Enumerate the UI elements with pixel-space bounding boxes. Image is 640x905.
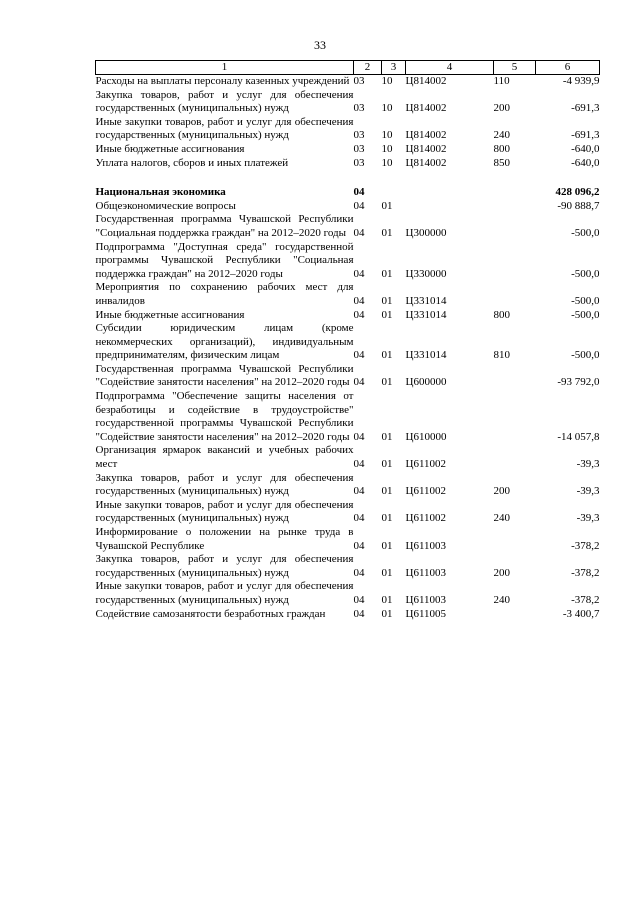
row-target-article: Ц611003 xyxy=(405,566,447,579)
table-row xyxy=(96,241,600,282)
table-row xyxy=(96,143,600,157)
row-section: 04 xyxy=(353,512,365,525)
row-section: 03 xyxy=(353,75,365,87)
row-target-article: Ц814002 xyxy=(405,156,447,169)
row-subsection: 01 xyxy=(381,376,393,389)
row-subsection: 01 xyxy=(381,593,393,606)
row-amount: -39,3 xyxy=(576,512,600,525)
row-target-article: Ц300000 xyxy=(405,226,447,239)
table-row xyxy=(96,444,600,471)
row-amount: -90 888,7 xyxy=(557,199,600,212)
row-section: 04 xyxy=(353,186,365,199)
row-expense-type: 800 xyxy=(493,142,510,155)
row-section: 04 xyxy=(353,593,365,606)
row-target-article: Ц611003 xyxy=(405,539,447,552)
row-expense-type xyxy=(494,363,536,390)
row-expense-type xyxy=(494,608,536,622)
row-target-article: Ц814002 xyxy=(405,129,447,142)
table-row xyxy=(96,75,600,89)
row-target-article: Ц814002 xyxy=(405,142,447,155)
row-name: Субсидии юридическим лицам (кроме некоммерческих организаций), индивидуальным предпринимателям, физическим лицам xyxy=(95,322,354,362)
row-name: Иные закупки товаров, работ и услуг для обеспечения государственных (муниципальных) нужд xyxy=(95,115,354,142)
table-row xyxy=(96,157,600,171)
row-section: 04 xyxy=(353,349,365,362)
row-name: Содействие самозанятости безработных граждан xyxy=(95,607,326,620)
row-subsection: 10 xyxy=(381,129,393,142)
row-subsection: 01 xyxy=(381,512,393,525)
row-target-article: Ц331014 xyxy=(405,349,447,362)
table-row xyxy=(96,553,600,580)
row-target-article: Ц814002 xyxy=(405,102,447,115)
row-subsection: 10 xyxy=(381,75,393,87)
row-target-article: Ц814002 xyxy=(405,75,447,87)
table-row xyxy=(96,390,600,444)
row-target-article: Ц611005 xyxy=(405,607,447,620)
row-amount: -39,3 xyxy=(576,458,600,471)
row-target-article: Ц330000 xyxy=(405,267,447,280)
row-name: Государственная программа Чувашской Республики "Социальная поддержка граждан" на 2012–2020 годы xyxy=(95,213,354,239)
row-name: Закупка товаров, работ и услуг для обеспечения государственных (муниципальных) нужд xyxy=(95,88,354,115)
row-name: Расходы на выплаты персоналу казенных учреждений xyxy=(95,75,350,87)
budget-table xyxy=(95,60,600,621)
row-section: 04 xyxy=(353,485,365,498)
row-expense-type: 200 xyxy=(493,102,510,115)
row-expense-type xyxy=(494,200,536,214)
table-row xyxy=(96,89,600,116)
row-expense-type xyxy=(494,213,536,240)
row-name: Иные бюджетные ассигнования xyxy=(95,142,245,155)
row-subsection: 01 xyxy=(381,430,393,443)
row-section: 04 xyxy=(353,430,365,443)
table-row xyxy=(96,499,600,526)
header-col-subsection: 3 xyxy=(382,61,406,75)
row-amount: -500,0 xyxy=(571,308,600,321)
row-section: 04 xyxy=(353,607,365,620)
row-expense-type: 240 xyxy=(493,512,510,525)
row-amount: 428 096,2 xyxy=(555,186,600,199)
row-section: 04 xyxy=(353,539,365,552)
row-section: 04 xyxy=(353,308,365,321)
row-amount: -500,0 xyxy=(571,294,600,307)
row-name: Мероприятия по сохранению рабочих мест для инвалидов xyxy=(95,281,354,307)
row-expense-type: 200 xyxy=(493,566,510,579)
row-amount: -691,3 xyxy=(571,129,600,142)
row-name: Национальная экономика xyxy=(95,186,226,199)
row-section: 04 xyxy=(353,376,365,389)
row-amount: -640,0 xyxy=(571,156,600,169)
row-subsection xyxy=(382,186,406,200)
table-row xyxy=(96,526,600,553)
row-amount: -378,2 xyxy=(571,566,600,579)
header-col-name: 1 xyxy=(96,61,354,75)
row-target-article: Ц610000 xyxy=(405,430,447,443)
row-subsection: 10 xyxy=(381,102,393,115)
row-target-article: Ц331014 xyxy=(405,308,447,321)
row-section: 03 xyxy=(353,102,365,115)
row-amount: -39,3 xyxy=(576,485,600,498)
row-name: Иные закупки товаров, работ и услуг для обеспечения государственных (муниципальных) нужд xyxy=(95,498,354,525)
row-amount: -500,0 xyxy=(571,226,600,239)
row-expense-type: 800 xyxy=(493,308,510,321)
row-amount: -500,0 xyxy=(571,349,600,362)
row-target-article: Ц611003 xyxy=(405,593,447,606)
row-name: Общеэкономические вопросы xyxy=(95,199,236,212)
table-row xyxy=(96,186,600,200)
row-subsection: 01 xyxy=(381,349,393,362)
table-row xyxy=(96,608,600,622)
row-target-article xyxy=(406,186,494,200)
row-subsection: 01 xyxy=(381,458,393,471)
table-row xyxy=(96,580,600,607)
table-row xyxy=(96,309,600,323)
row-name: Подпрограмма "Обеспечение защиты населения от безработицы и содействие в трудоустройстве" государственной программы Чувашской Республики "Содействие занятости населения" на 2012–2020 годы xyxy=(95,390,354,443)
row-subsection: 01 xyxy=(381,566,393,579)
row-amount: -378,2 xyxy=(571,593,600,606)
table-spacer-row xyxy=(96,170,600,186)
row-expense-type xyxy=(494,281,536,308)
row-section: 04 xyxy=(353,267,365,280)
row-amount: -378,2 xyxy=(571,539,600,552)
row-subsection: 01 xyxy=(381,226,393,239)
row-expense-type xyxy=(494,186,536,200)
row-section: 03 xyxy=(353,129,365,142)
table-row xyxy=(96,363,600,390)
header-col-section: 2 xyxy=(354,61,382,75)
row-section: 04 xyxy=(353,199,365,212)
row-section: 03 xyxy=(353,156,365,169)
row-amount: -691,3 xyxy=(571,102,600,115)
header-col-target-article: 4 xyxy=(406,61,494,75)
table-row xyxy=(96,281,600,308)
row-target-article: Ц600000 xyxy=(405,376,447,389)
row-target-article: Ц611002 xyxy=(405,512,447,525)
row-expense-type xyxy=(494,241,536,282)
header-col-amount: 6 xyxy=(536,61,600,75)
row-amount: -14 057,8 xyxy=(557,430,600,443)
row-target-article xyxy=(406,200,494,214)
row-expense-type: 240 xyxy=(493,129,510,142)
spacer-cell xyxy=(96,170,600,186)
row-subsection: 01 xyxy=(381,485,393,498)
row-subsection: 01 xyxy=(381,199,393,212)
row-amount: -4 939,9 xyxy=(562,75,600,87)
row-amount: -640,0 xyxy=(571,142,600,155)
table-row xyxy=(96,322,600,363)
table-row xyxy=(96,472,600,499)
row-expense-type xyxy=(494,526,536,553)
row-subsection: 01 xyxy=(381,539,393,552)
row-target-article: Ц611002 xyxy=(405,458,447,471)
page-number: 33 xyxy=(314,38,326,52)
row-subsection: 01 xyxy=(381,294,393,307)
row-subsection: 01 xyxy=(381,267,393,280)
row-section: 04 xyxy=(353,294,365,307)
table-row xyxy=(96,200,600,214)
row-target-article: Ц611002 xyxy=(405,485,447,498)
row-expense-type: 810 xyxy=(493,349,510,362)
row-expense-type: 850 xyxy=(493,156,510,169)
row-name: Закупка товаров, работ и услуг для обеспечения государственных (муниципальных) нужд xyxy=(95,553,354,579)
row-subsection: 01 xyxy=(381,607,393,620)
row-section: 04 xyxy=(353,458,365,471)
row-name: Государственная программа Чувашской Республики "Содействие занятости населения" на 2012–2020 годы xyxy=(95,362,354,389)
row-subsection: 10 xyxy=(381,156,393,169)
table-body xyxy=(96,75,600,622)
row-amount: -3 400,7 xyxy=(562,607,600,620)
row-name: Иные бюджетные ассигнования xyxy=(95,308,245,321)
row-expense-type xyxy=(494,390,536,444)
row-expense-type xyxy=(494,444,536,471)
row-name: Информирование о положении на рынке труда в Чувашской Республике xyxy=(95,526,354,552)
row-section: 03 xyxy=(353,142,365,155)
row-expense-type: 110 xyxy=(493,75,510,87)
header-col-expense-type: 5 xyxy=(494,61,536,75)
table-row xyxy=(96,116,600,143)
row-expense-type: 240 xyxy=(493,593,510,606)
row-section: 04 xyxy=(353,226,365,239)
row-name: Иные закупки товаров, работ и услуг для обеспечения государственных (муниципальных) нужд xyxy=(95,580,354,606)
row-target-article: Ц331014 xyxy=(405,294,447,307)
row-name: Уплата налогов, сборов и иных платежей xyxy=(95,156,289,169)
row-amount: -500,0 xyxy=(571,267,600,280)
row-name: Организация ярмарок вакансий и учебных рабочих мест xyxy=(95,444,354,471)
row-amount: -93 792,0 xyxy=(557,376,600,389)
row-section: 04 xyxy=(353,566,365,579)
row-name: Закупка товаров, работ и услуг для обеспечения государственных (муниципальных) нужд xyxy=(95,471,354,498)
row-subsection: 10 xyxy=(381,142,393,155)
row-name: Подпрограмма "Доступная среда" государственной программы Чувашской Республики "Социальная поддержка граждан" на 2012–2020 годы xyxy=(95,240,354,280)
table-row xyxy=(96,213,600,240)
row-expense-type: 200 xyxy=(493,485,510,498)
row-subsection: 01 xyxy=(381,308,393,321)
table-header-row xyxy=(96,61,600,75)
